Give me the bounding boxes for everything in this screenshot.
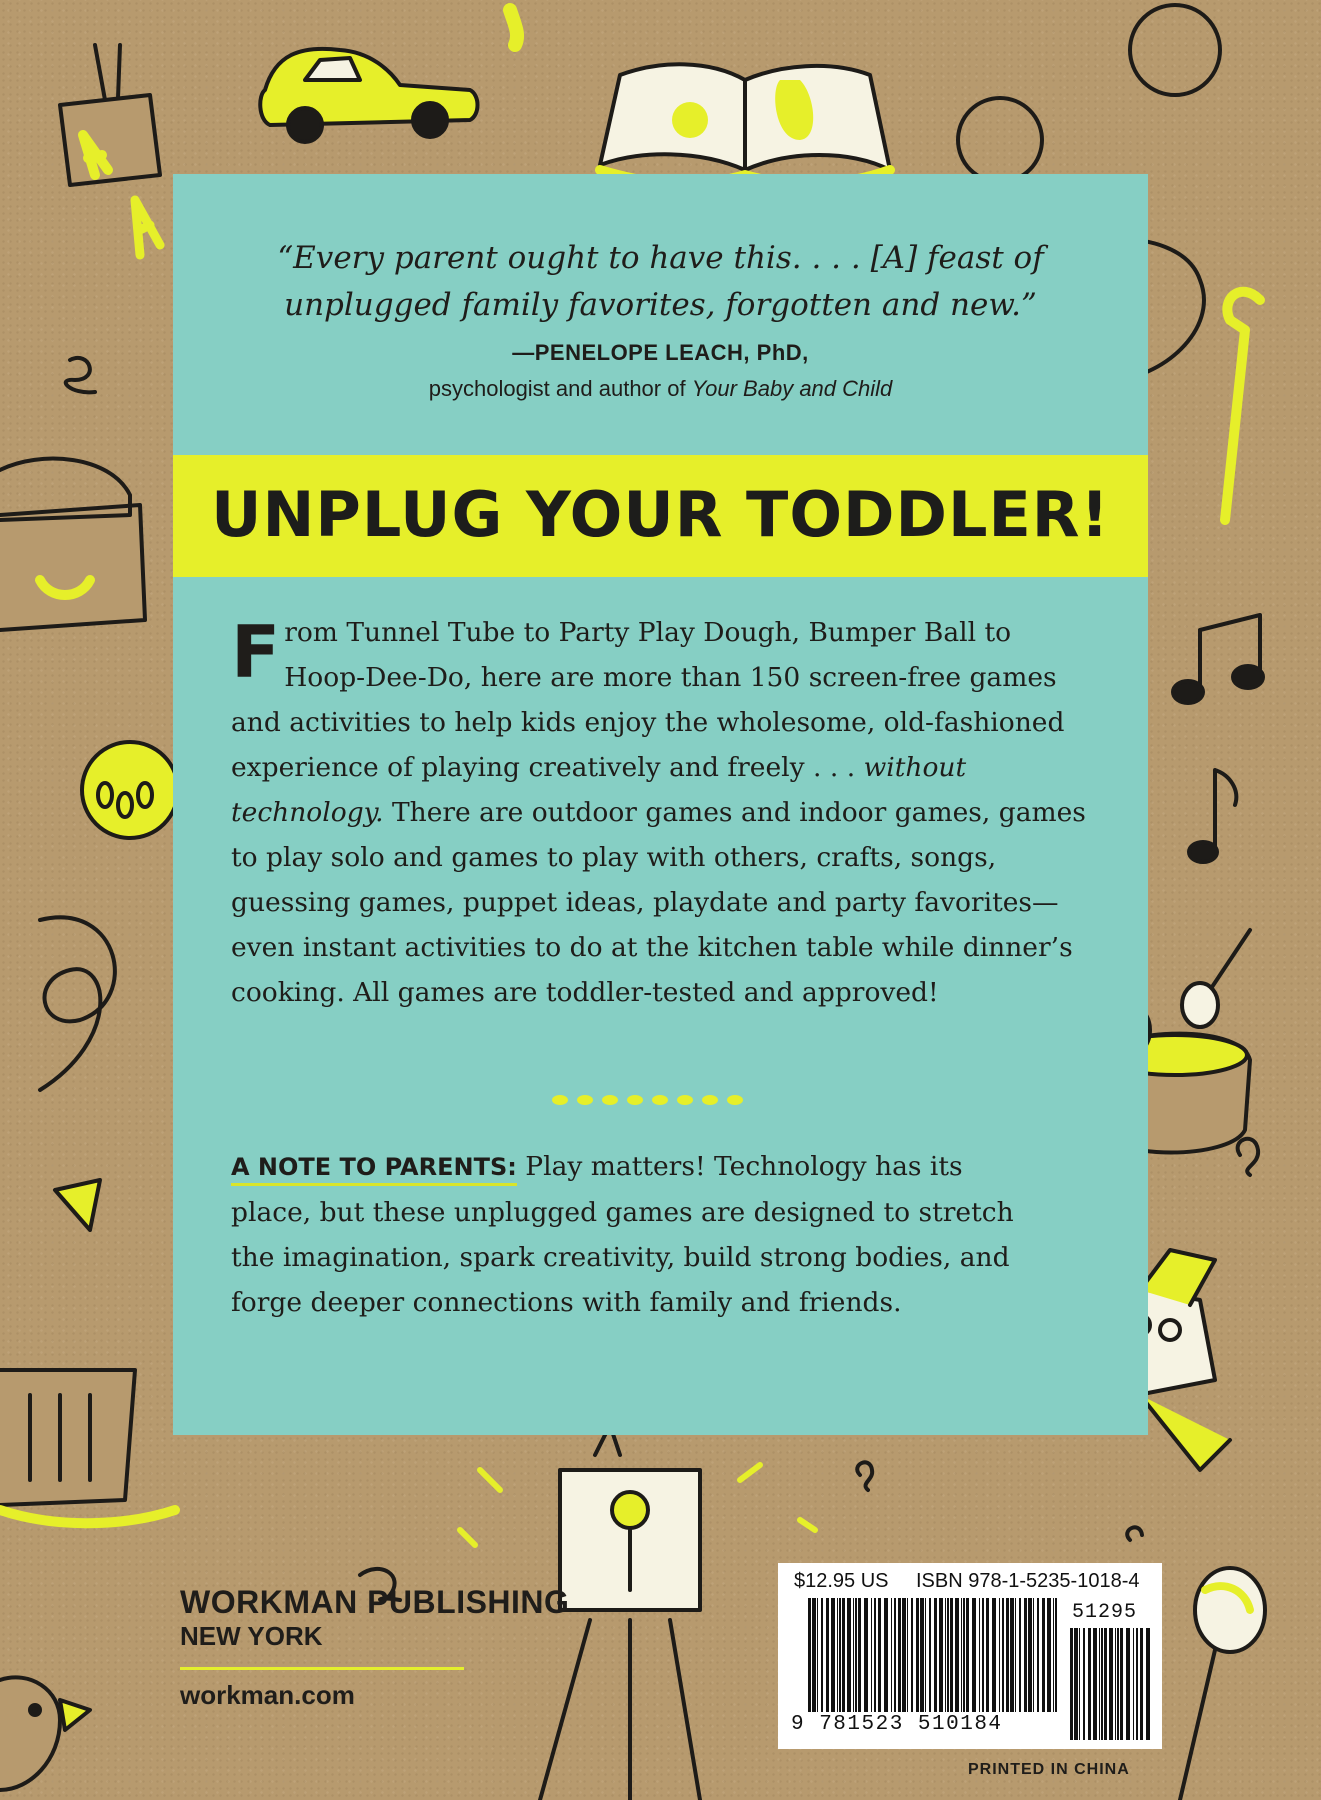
barcode-bar xyxy=(1088,1628,1091,1740)
description-text-2: There are outdoor games and indoor games, games to play solo and games to play with others, crafts, songs, guessing games, puppet ideas, playdate and party favorites—even instant activities to do at the kitchen table while dinner’s cooking. All games are toddler-tested and approved! xyxy=(231,797,1086,1008)
picture-book-icon xyxy=(600,64,890,184)
barcode-bar xyxy=(1126,1628,1130,1740)
barcode-bar xyxy=(1002,1598,1004,1712)
barcode-bar xyxy=(963,1598,965,1712)
barcode-bar xyxy=(911,1598,913,1712)
barcode-bar xyxy=(1083,1628,1085,1740)
barcode-bar xyxy=(916,1598,919,1712)
drop-cap: F xyxy=(231,610,281,694)
barcode-bar xyxy=(1024,1598,1027,1712)
description-text-1: rom Tunnel Tube to Party Play Dough, Bumper Ball to Hoop-Dee-Do, here are more than 150 screen-free games and activities to help kids enjoy the wholesome, old-fashioned experience of playing creatively and freely . . . xyxy=(231,617,1065,783)
publisher-name: WORKMAN PUBLISHING xyxy=(180,1584,570,1620)
dot-divider xyxy=(550,1090,760,1110)
barcode-bar xyxy=(853,1598,854,1712)
publisher-website: workman.com xyxy=(180,1680,355,1710)
barcode-bar xyxy=(1117,1628,1119,1740)
barcode-bar xyxy=(1033,1598,1034,1712)
barcode-bar xyxy=(1109,1628,1113,1740)
barcode-bar xyxy=(934,1598,937,1712)
barcode-bar xyxy=(920,1598,924,1712)
quote-role-book-title: Your Baby and Child xyxy=(691,376,893,401)
barcode-bar xyxy=(1028,1598,1032,1712)
parents-note-text: Play matters! Technology has its place, but these unplugged games are designed to stretch the imagination, spark creativity, build strong bodies, and forge deeper connections with family and friends. xyxy=(231,1151,1014,1318)
quote-line-1: “Every parent ought to have this. . . . [A] feast of xyxy=(277,240,1044,276)
toy-car-icon xyxy=(260,49,477,142)
barcode-bar xyxy=(1042,1598,1045,1712)
barcode-bar xyxy=(1104,1628,1107,1740)
barcode-bar xyxy=(1070,1628,1073,1740)
barcode-bar xyxy=(831,1598,835,1712)
price-label: $12.95 US xyxy=(794,1570,889,1592)
barcode-bar xyxy=(855,1598,857,1712)
barcode-bar xyxy=(1133,1628,1134,1740)
barcode-bar xyxy=(817,1598,818,1712)
barcode-bar xyxy=(986,1598,989,1712)
barcode-bar xyxy=(992,1598,996,1712)
book-description xyxy=(231,610,1091,1015)
ean-barcode xyxy=(808,1598,1060,1712)
barcode-bar xyxy=(864,1598,868,1712)
barcode-bar xyxy=(808,1598,811,1712)
publisher-divider xyxy=(180,1667,464,1670)
alphabet-block-icon xyxy=(60,45,160,255)
spoon-icon xyxy=(1180,1568,1265,1800)
barcode-bar xyxy=(812,1598,816,1712)
barcode-bar xyxy=(1010,1598,1014,1712)
barcode-bar xyxy=(1120,1628,1123,1740)
description-italic: without technology. xyxy=(231,752,967,828)
barcode-bar xyxy=(966,1598,969,1712)
barcode-bar xyxy=(1146,1628,1150,1740)
barcode-bar xyxy=(1115,1628,1116,1740)
barcode-bar xyxy=(858,1598,861,1712)
barcode-bar xyxy=(839,1598,841,1712)
barcode-bar xyxy=(955,1598,959,1712)
printed-in-label: PRINTED IN CHINA xyxy=(968,1761,1130,1778)
barcode-bar xyxy=(961,1598,962,1712)
barcode-bar xyxy=(1037,1598,1039,1712)
isbn-label: ISBN 978-1-5235-1018-4 xyxy=(916,1570,1140,1592)
barcode-bar xyxy=(1047,1598,1051,1712)
lunchbox-icon xyxy=(0,459,145,630)
barcode-bar xyxy=(874,1598,876,1712)
barcode-bar xyxy=(972,1598,976,1712)
barcode-bar xyxy=(894,1598,896,1712)
barcode-bar xyxy=(1136,1628,1138,1740)
barcode-bar xyxy=(1140,1628,1143,1740)
barcode-bar xyxy=(884,1598,888,1712)
bubble-wand-icon xyxy=(1225,292,1260,520)
quote-author-role xyxy=(173,376,1148,402)
barcode-bar xyxy=(1101,1628,1103,1740)
barcode-bar xyxy=(878,1598,881,1712)
barcode-bar xyxy=(837,1598,838,1712)
barcode-bar xyxy=(982,1598,984,1712)
quote-role-prefix: psychologist and author of xyxy=(428,376,692,401)
barcode-bar xyxy=(826,1598,829,1712)
barcode-bar xyxy=(1019,1598,1021,1712)
barcode-bar xyxy=(821,1598,823,1712)
publisher-block xyxy=(180,1584,569,1652)
parents-note-label: A NOTE TO PARENTS: xyxy=(231,1153,517,1186)
barcode-bar xyxy=(1053,1598,1054,1712)
barcode-bar xyxy=(999,1598,1000,1712)
barcode-bar xyxy=(842,1598,845,1712)
barcode-bar xyxy=(947,1598,949,1712)
quote-line-2: unplugged family favorites, forgotten and new.” xyxy=(284,287,1037,323)
price-code: 51295 xyxy=(1072,1601,1138,1624)
barcode-bar xyxy=(979,1598,980,1712)
barcode-bar xyxy=(1079,1628,1080,1740)
barcode-bar xyxy=(945,1598,946,1712)
barcode-bar xyxy=(871,1598,872,1712)
rubber-duck-icon xyxy=(0,1677,90,1790)
price-barcode xyxy=(1070,1628,1150,1740)
barcode-bar xyxy=(939,1598,943,1712)
barcode-bar xyxy=(929,1598,931,1712)
barcode-bar xyxy=(907,1598,908,1712)
headline: UNPLUG YOUR TODDLER! xyxy=(211,478,1110,551)
barcode-bar xyxy=(847,1598,851,1712)
barcode-bar xyxy=(1055,1598,1057,1712)
ball-icon xyxy=(82,742,178,838)
parents-note xyxy=(231,1144,1021,1325)
music-note-icon xyxy=(1173,615,1263,862)
quote-author: —PENELOPE LEACH, PhD, xyxy=(512,340,809,365)
barcode-bar xyxy=(891,1598,892,1712)
barcode-bar xyxy=(1006,1598,1009,1712)
laundry-basket-icon xyxy=(0,1370,175,1523)
barcode-bar xyxy=(902,1598,906,1712)
barcode-bar xyxy=(1074,1628,1078,1740)
barcode-bar xyxy=(898,1598,901,1712)
publisher-city: NEW YORK xyxy=(180,1621,323,1651)
barcode-bar xyxy=(1015,1598,1016,1712)
review-quote xyxy=(173,235,1148,329)
ean-digits: 9 781523 510184 xyxy=(791,1713,1003,1736)
barcode-bar xyxy=(950,1598,953,1712)
barcode-bar xyxy=(1093,1628,1097,1740)
barcode-bar xyxy=(925,1598,926,1712)
barcode-bar xyxy=(1099,1628,1100,1740)
